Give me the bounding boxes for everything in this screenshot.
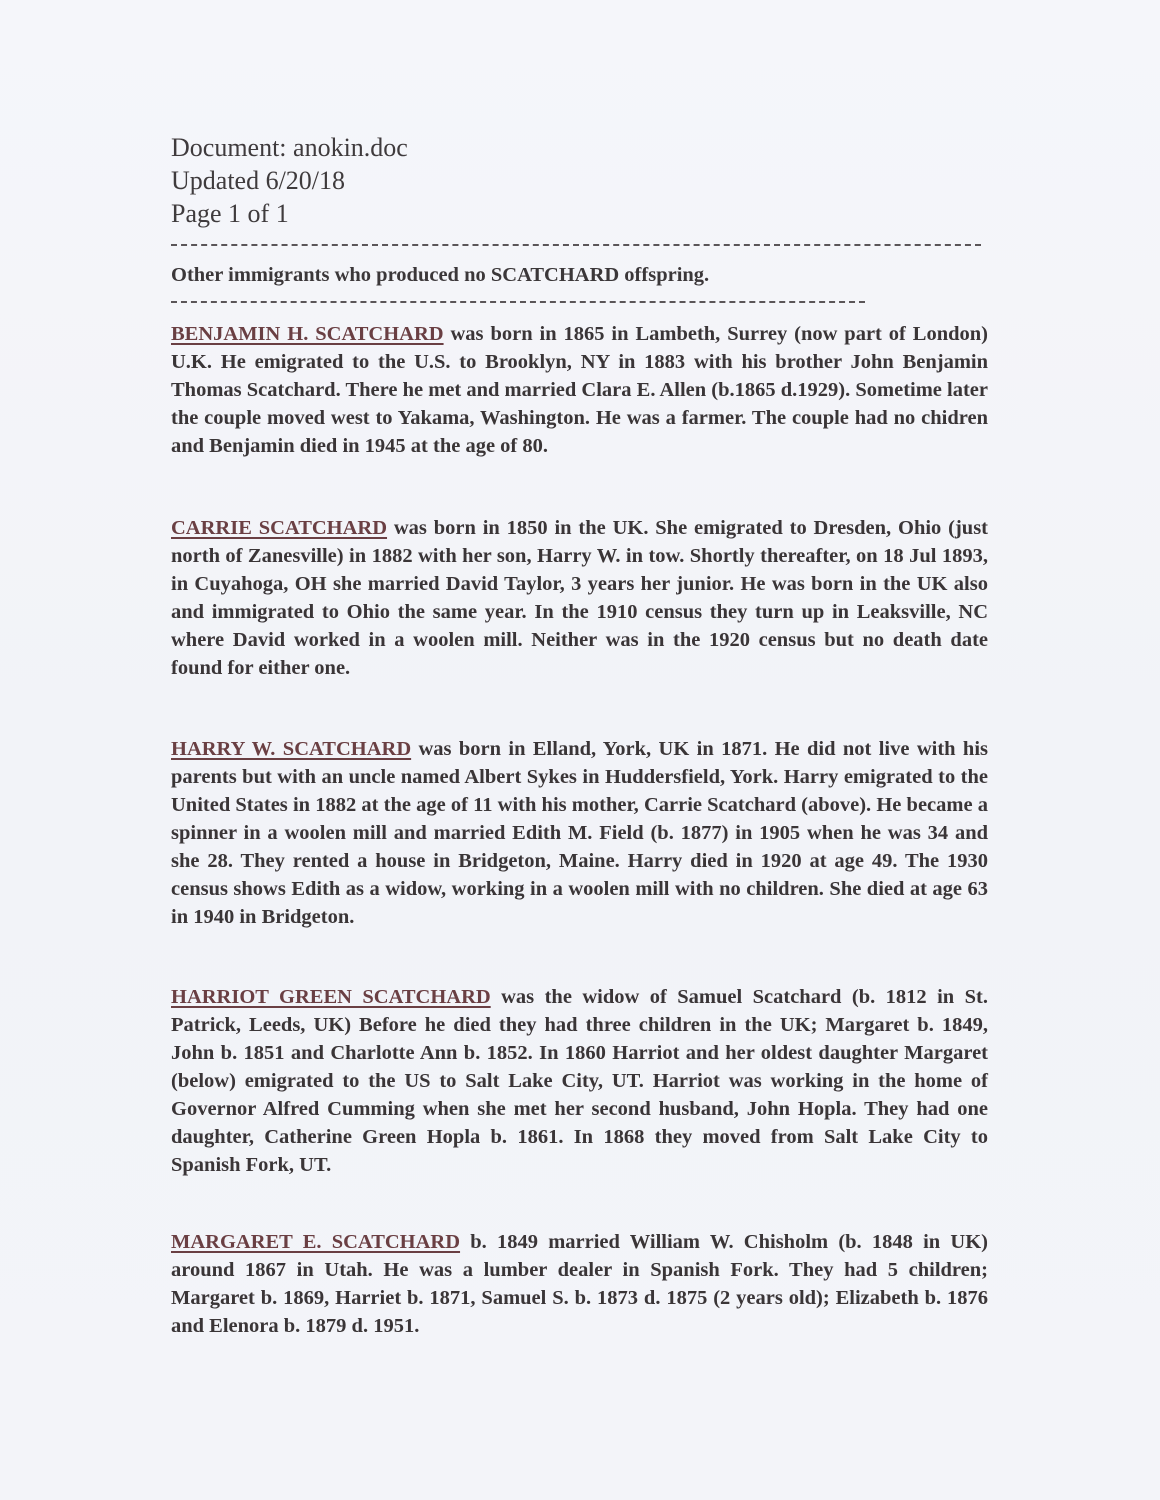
page-number-line: Page 1 of 1 (171, 199, 289, 228)
section-subtitle: Other immigrants who produced no SCATCHARD offspring. (171, 264, 710, 286)
document-header (171, 131, 408, 230)
updated-date-line: Updated 6/20/18 (171, 166, 346, 195)
divider-top (171, 244, 981, 246)
entry-text: was the widow of Samuel Scatchard (b. 1812 in St. Patrick, Leeds, UK) Before he died they had three children in the UK; Margaret b. 1849, John b. 1851 and Charlotte Ann b. 1852. In 1860 Harriot and her oldest daughter Margaret (below) emigrated to the US to Salt Lake City, UT. Harriot was working in the home of Governor Alfred Cumming when she met her second husband, John Hopla. They had one daughter, Catherine Green Hopla b. 1861. In 1868 they moved from Salt Lake City to Spanish Fork, UT. (171, 986, 988, 1176)
entry-name: CARRIE SCATCHARD (171, 517, 388, 539)
entry-carrie (171, 514, 988, 682)
entry-benjamin (171, 320, 988, 460)
divider-bottom (171, 301, 865, 303)
document-name-line: Document: anokin.doc (171, 133, 408, 162)
entry-margaret (171, 1228, 988, 1340)
entry-harry (171, 735, 988, 931)
entry-name: BENJAMIN H. SCATCHARD (171, 323, 444, 345)
entry-name: HARRY W. SCATCHARD (171, 738, 412, 760)
entry-harriot (171, 983, 988, 1179)
entry-name: HARRIOT GREEN SCATCHARD (171, 986, 491, 1008)
entry-text: was born in Elland, York, UK in 1871. He did not live with his parents but with an uncle named Albert Sykes in Huddersfield, York. Harry emigrated to the United States in 1882 at the age of 11 with his mother, Carrie Scatchard (above). He became a spinner in a woolen mill and married Edith M. Field (b. 1877) in 1905 when he was 34 and she 28. They rented a house in Bridgeton, Maine. Harry died in 1920 at age 49. The 1930 census shows Edith as a widow, working in a woolen mill with no children. She died at age 63 in 1940 in Bridgeton. (171, 738, 988, 928)
entry-text: was born in 1865 in Lambeth, Surrey (now part of London) U.K. He emigrated to the U.S. to Brooklyn, NY in 1883 with his brother John Benjamin Thomas Scatchard. There he met and married Clara E. Allen (b.1865 d.1929). Sometime later the couple moved west to Yakama, Washington. He was a farmer. The couple had no chidren and Benjamin died in 1945 at the age of 80. (171, 323, 988, 457)
entry-text: b. 1849 married William W. Chisholm (b. 1848 in UK) around 1867 in Utah. He was a lumber dealer in Spanish Fork. They had 5 children; Margaret b. 1869, Harriet b. 1871, Samuel S. b. 1873 d. 1875 (2 years old); Elizabeth b. 1876 and Elenora b. 1879 d. 1951. (171, 1231, 988, 1337)
entry-text: was born in 1850 in the UK. She emigrated to Dresden, Ohio (just north of Zanesville) in 1882 with her son, Harry W. in tow. Shortly thereafter, on 18 Jul 1893, in Cuyahoga, OH she married David Taylor, 3 years her junior. He was born in the UK also and immigrated to Ohio the same year. In the 1910 census they turn up in Leaksville, NC where David worked in a woolen mill. Neither was in the 1920 census but no death date found for either one. (171, 517, 988, 679)
entry-name: MARGARET E. SCATCHARD (171, 1231, 461, 1253)
